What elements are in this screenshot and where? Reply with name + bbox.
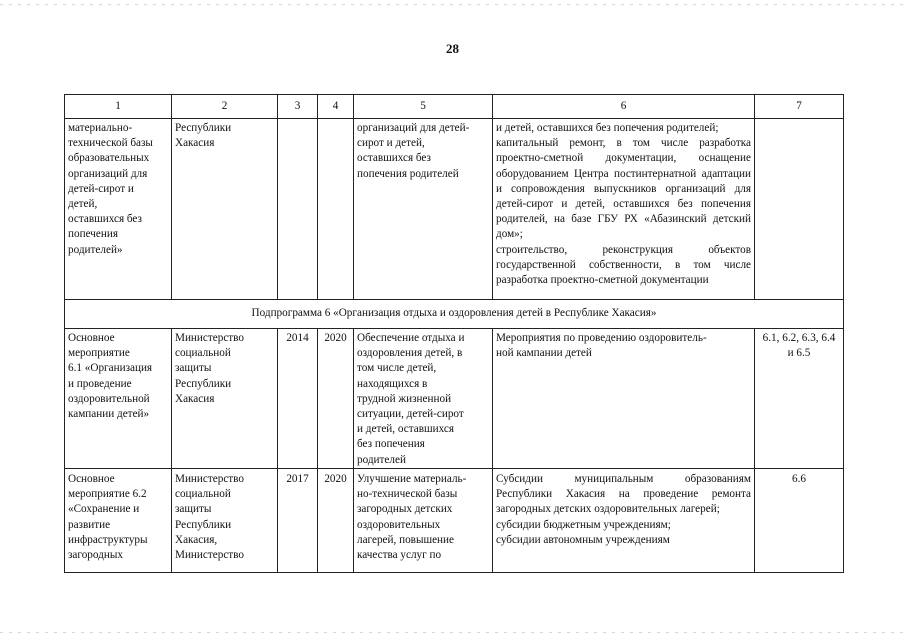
header-cell-7: 7 (755, 95, 844, 119)
expected-result-cell: организаций для детей- сирот и детей, оставшихся без попечения родителей (354, 119, 493, 300)
executor-cell: Министерство социальной защиты Республики Хакасия, Министерство (172, 469, 278, 573)
executor-cell: Министерство социальной защиты Республики Хакасия (172, 329, 278, 469)
scan-artifact-bottom (0, 632, 905, 633)
header-cell-1: 1 (65, 95, 172, 119)
measure-name-cell: Основное мероприятие 6.1 «Организация и проведение оздоровительной кампании детей» (65, 329, 172, 469)
activities-cell: и детей, оставшихся без попечения родителей; капитальный ремонт, в том числе разработка проектно-сметной документации, оснащение оборудованием Центра постинтернатной адаптации и сопровождения выпускников организаций для детей-сирот и детей, оставшихся без попечения родителей, на базе ГБУ РХ «Абазинский детский дом»; строительство, реконструкция объектов государственной собственности, в том числе разработка проектно-сметной документации (493, 119, 755, 300)
measure-name-cell: материально- технической базы образовательных организаций для детей-сирот и детей, оставшихся без попечения родителей» (65, 119, 172, 300)
indicators-cell: 6.1, 6.2, 6.3, 6.4 и 6.5 (755, 329, 844, 469)
start-year-cell: 2017 (278, 469, 318, 573)
program-table (64, 94, 844, 573)
header-cell-2: 2 (172, 95, 278, 119)
expected-result-cell: Улучшение материаль- но-технической базы загородных детских оздоровительных лагерей, повышение качества услуг по (354, 469, 493, 573)
header-cell-3: 3 (278, 95, 318, 119)
subprogram-row (65, 300, 844, 329)
end-year-cell: 2020 (318, 329, 354, 469)
expected-result-cell: Обеспечение отдыха и оздоровления детей, в том числе детей, находящихся в трудной жизненной ситуации, детей-сирот и детей, оставшихся без попечения родителей (354, 329, 493, 469)
table-header-row (65, 95, 844, 119)
indicators-cell: 6.6 (755, 469, 844, 573)
activities-cell: Субсидии муниципальным образованиям Республики Хакасия на проведение ремонта загородных детских оздоровительных лагерей; субсидии бюджетным учреждениям; субсидии автономным учреждениям (493, 469, 755, 573)
start-year-cell: 2014 (278, 329, 318, 469)
activities-cell: Мероприятия по проведению оздоровитель- ной кампании детей (493, 329, 755, 469)
executor-cell: Республики Хакасия (172, 119, 278, 300)
measure-name-cell: Основное мероприятие 6.2 «Сохранение и развитие инфраструктуры загородных (65, 469, 172, 573)
indicators-cell (755, 119, 844, 300)
page-number: 28 (446, 41, 459, 56)
header-cell-6: 6 (493, 95, 755, 119)
subprogram-title: Подпрограмма 6 «Организация отдыха и оздоровления детей в Республике Хакасия» (65, 300, 844, 329)
table-row (65, 469, 844, 573)
end-year-cell (318, 119, 354, 300)
header-cell-4: 4 (318, 95, 354, 119)
table-row (65, 329, 844, 469)
start-year-cell (278, 119, 318, 300)
table-row (65, 119, 844, 300)
scan-artifact-top (0, 4, 905, 5)
end-year-cell: 2020 (318, 469, 354, 573)
header-cell-5: 5 (354, 95, 493, 119)
